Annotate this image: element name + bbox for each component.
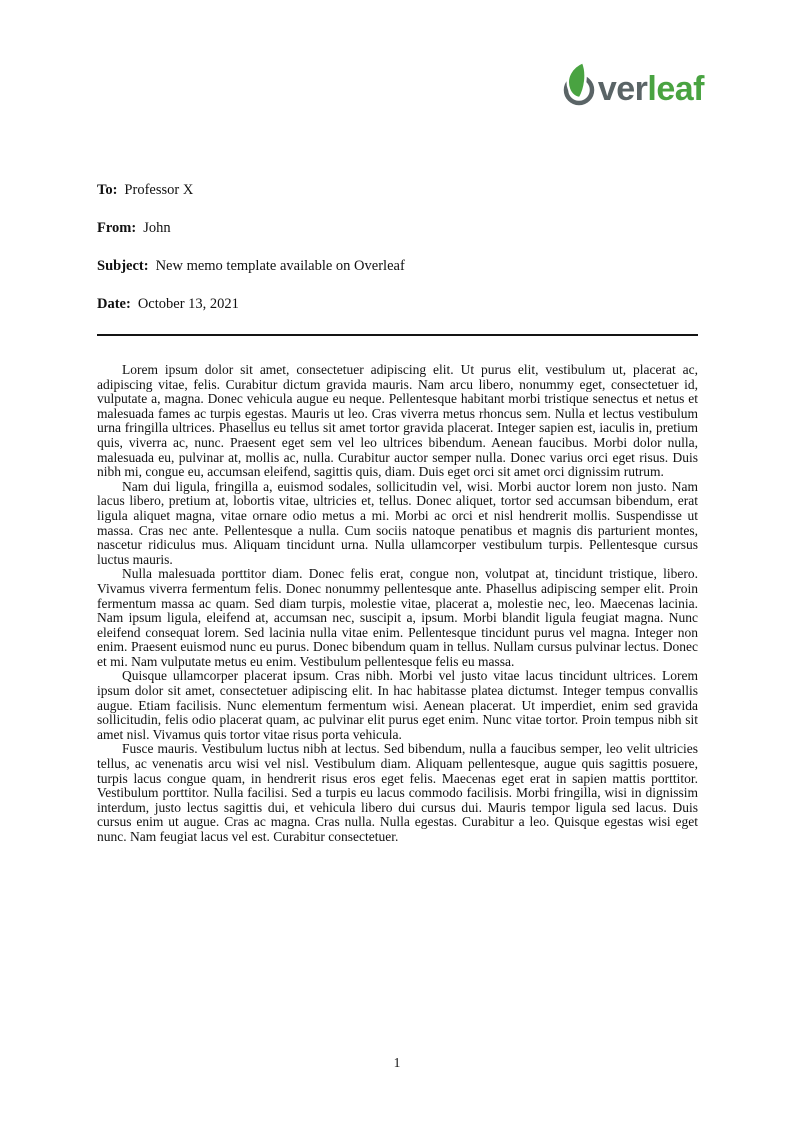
- memo-label-subject: Subject:: [97, 258, 149, 274]
- memo-body: [97, 363, 698, 845]
- memo-value-to: Professor X: [124, 182, 194, 198]
- memo-value-subject: New memo template available on Overleaf: [155, 258, 405, 274]
- overleaf-o-leaf-icon: [560, 62, 598, 106]
- body-paragraph-3: Nulla malesuada porttitor diam. Donec felis erat, congue non, volutpat at, tincidunt tristique, libero. Vivamus viverra fermentum felis. Donec nonummy pellentesque ante. Phasellus adipiscing semper elit. Proin fermentum massa ac quam. Sed diam turpis, molestie vitae, placerat a, molestie nec, leo. Maecenas lacinia. Nam ipsum ligula, eleifend at, accumsan nec, suscipit a, ipsum. Morbi blandit ligula feugiat magna. Nunc eleifend consequat lorem. Sed lacinia nulla vitae enim. Pellentesque tincidunt purus vel magna. Integer non enim. Praesent euismod nunc eu purus. Donec bibendum quam in tellus. Nullam cursus pulvinar lectus. Donec et mi. Nam vulputate metus eu enim. Vestibulum pellentesque felis eu massa.: [97, 566, 698, 669]
- memo-label-from: From:: [97, 220, 137, 236]
- memo-label-date: Date:: [97, 296, 131, 312]
- memo-value-date: October 13, 2021: [137, 296, 239, 312]
- body-paragraph-4: Quisque ullamcorper placerat ipsum. Cras nibh. Morbi vel justo vitae lacus tincidunt ultrices. Lorem ipsum dolor sit amet, consectetuer adipiscing elit. In hac habitasse platea dictumst. Integer tempus convallis augue. Etiam facilisis. Nunc elementum fermentum wisi. Aenean placerat. Ut imperdiet, enim sed gravida sollicitudin, felis odio placerat quam, ac pulvinar elit purus eget enim. Nunc vitae tortor. Proin tempus nibh sit amet nisl. Vivamus quis tortor vitae risus porta vehicula.: [97, 668, 698, 742]
- logo-text-green: leaf: [647, 70, 704, 108]
- memo-label-to: To:: [97, 182, 118, 198]
- logo-text-gray: ver: [597, 70, 648, 108]
- page-number: 1: [393, 1055, 401, 1070]
- memo-row-to: [97, 182, 697, 199]
- body-paragraph-5: Fusce mauris. Vestibulum luctus nibh at lectus. Sed bibendum, nulla a faucibus semper, leo velit ultricies tellus, ac venenatis arcu wisi vel nisl. Vestibulum diam. Aliquam pellentesque, augue quis sagittis posuere, turpis lacus congue quam, in hendrerit risus eros eget felis. Maecenas eget erat in sapien mattis porttitor. Vestibulum porttitor. Nulla facilisi. Sed a turpis eu lacus commodo facilisis. Morbi fringilla, wisi in dignissim interdum, justo lectus sagittis dui, et vehicula libero dui cursus dui. Mauris tempor ligula sed lacus. Duis cursus enim ut augue. Cras ac magna. Cras nulla. Nulla egestas. Curabitur a leo. Quisque egestas wisi eget nunc. Nam feugiat lacus vel est. Curabitur consectetuer.: [97, 741, 698, 844]
- memo-header: [97, 182, 697, 313]
- memo-value-from: John: [143, 220, 171, 236]
- memo-row-from: [97, 220, 697, 237]
- memo-row-subject: [97, 258, 697, 275]
- divider-rule: [97, 334, 698, 336]
- memo-row-date: [97, 296, 697, 313]
- logo-row: [0, 0, 794, 106]
- body-paragraph-1: Lorem ipsum dolor sit amet, consectetuer adipiscing elit. Ut purus elit, vestibulum ut, placerat ac, adipiscing vitae, felis. Curabitur dictum gravida mauris. Nam arcu libero, nonummy eget, consectetuer id, vulputate a, magna. Donec vehicula augue eu neque. Pellentesque habitant morbi tristique senectus et netus et malesuada fames ac turpis egestas. Mauris ut leo. Cras viverra metus rhoncus sem. Nulla et lectus vestibulum urna fringilla ultrices. Phasellus eu tellus sit amet tortor gravida placerat. Integer sapien est, iaculis in, pretium quis, viverra ac, nunc. Praesent eget sem vel leo ultrices bibendum. Aenean faucibus. Morbi dolor nulla, malesuada eu, pulvinar at, mollis ac, nulla. Curabitur auctor semper nulla. Donec varius orci eget risus. Duis nibh mi, congue eu, accumsan eleifend, sagittis quis, diam. Duis eget orci sit amet orci dignissim rutrum.: [97, 362, 698, 480]
- overleaf-logo: [560, 62, 704, 106]
- body-paragraph-2: Nam dui ligula, fringilla a, euismod sodales, sollicitudin vel, wisi. Morbi auctor lorem non justo. Nam lacus libero, pretium at, lobortis vitae, ultricies et, tellus. Donec aliquet, tortor sed accumsan bibendum, erat ligula aliquet magna, vitae ornare odio metus a mi. Morbi ac orci et nisl hendrerit mollis. Suspendisse ut massa. Cras nec ante. Pellentesque a nulla. Cum sociis natoque penatibus et magnis dis parturient montes, nascetur ridiculus mus. Aliquam tincidunt urna. Nulla ullamcorper vestibulum turpis. Pellentesque cursus luctus mauris.: [97, 478, 698, 567]
